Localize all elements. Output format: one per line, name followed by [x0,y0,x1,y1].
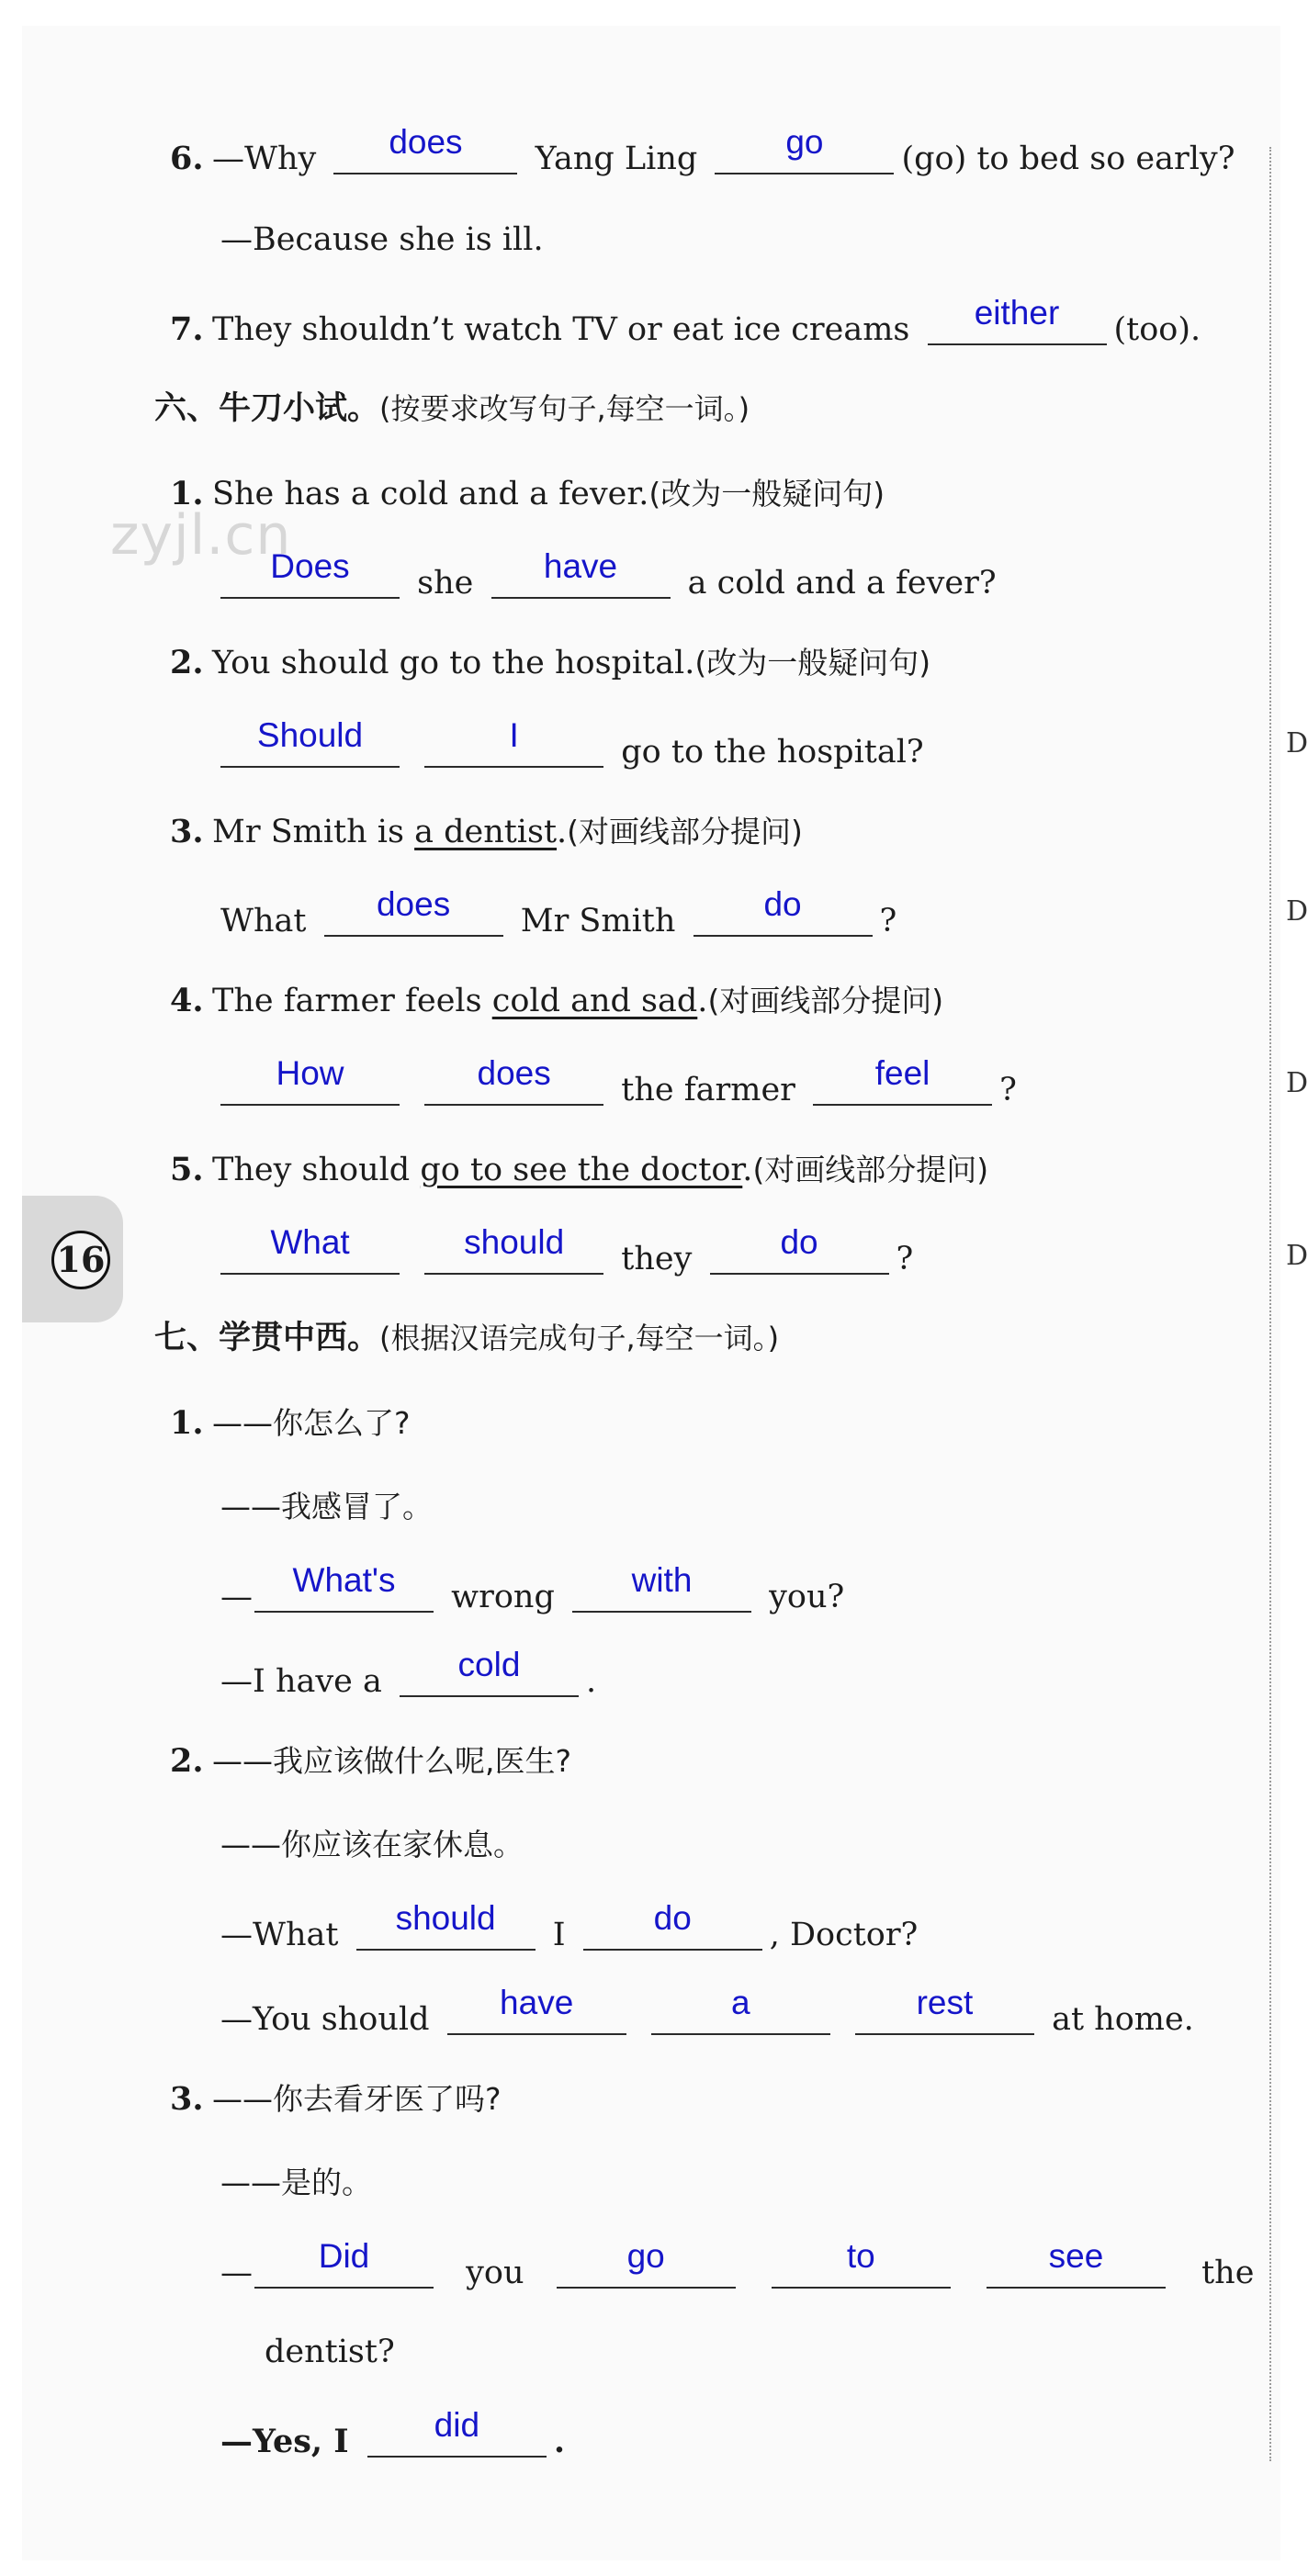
answer-blank[interactable]: did [367,2421,547,2458]
answer-blank[interactable]: see [987,2252,1166,2289]
question-line: 3. Mr Smith is a dentist.(对画线部分提问) [170,813,803,850]
prompt-line: ——你应该在家休息。 [220,1827,524,1862]
answer-blank[interactable]: have [491,562,671,599]
answer-blank[interactable]: does [333,138,517,174]
edge-letter: D [1286,1067,1308,1099]
answer-blank[interactable]: should [424,1238,603,1275]
answer-blank[interactable]: Does [220,562,400,599]
question-line: 6. —Why does Yang Ling go (go) to bed so early? [170,123,1235,177]
answer-blank[interactable]: do [710,1238,889,1275]
answer-blank[interactable]: go [557,2252,736,2289]
answer-blank[interactable]: do [693,900,873,937]
answer-blank[interactable]: rest [855,1998,1034,2035]
answer-line: How does the farmer feel ? [220,1069,1017,1107]
answer-line: dentist? [265,2334,395,2370]
question-line: 3. ——你去看牙医了吗? [170,2080,502,2118]
question-line: 4. The farmer feels cold and sad.(对画线部分提问) [170,982,944,1019]
edge-letter: D [1286,895,1308,928]
question-line: 1. ——你怎么了? [170,1404,411,1442]
question-line: 1. She has a cold and a fever.(改为一般疑问句) [170,475,885,512]
binding-dotted-rule [1269,147,1271,2461]
answer-line: —Yes, I did . [220,2406,566,2460]
page-number-badge [22,1196,123,1322]
answer-line: What should they do ? [220,1238,913,1276]
answer-blank[interactable]: a [651,1998,830,2035]
section-heading: 六、牛刀小试。(按要求改写句子,每空一词。) [154,390,750,427]
prompt-line: ——是的。 [220,2165,372,2200]
answer-blank[interactable]: Did [254,2252,434,2289]
answer-blank[interactable]: How [220,1069,400,1106]
question-line: 2. ——我应该做什么呢,医生? [170,1742,572,1780]
answer-blank[interactable]: does [424,1069,603,1106]
answer-blank[interactable]: either [928,309,1107,345]
answer-blank[interactable]: with [572,1576,751,1613]
answer-line: —Because she is ill. [220,221,544,258]
answer-blank[interactable]: to [772,2252,951,2289]
answer-blank[interactable]: I [424,731,603,768]
answer-blank[interactable]: should [356,1914,536,1951]
answer-blank[interactable]: What [220,1238,400,1275]
answer-blank[interactable]: does [324,900,503,937]
edge-letter: D [1286,1240,1308,1272]
answer-line: Should I go to the hospital? [220,731,924,769]
watermark: zyjl.cn [110,503,292,568]
page-number: 16 [51,1231,110,1289]
section-heading: 七、学贯中西。(根据汉语完成句子,每空一词。) [154,1320,780,1356]
answer-blank[interactable]: have [447,1998,626,2035]
answer-line: —What should I do , Doctor? [220,1899,919,1953]
answer-blank[interactable]: Should [220,731,400,768]
answer-line: Does she have a cold and a fever? [220,562,997,600]
edge-letter: D [1286,727,1308,759]
answer-line: — What's wrong with you? [220,1561,845,1615]
answer-blank[interactable]: cold [400,1660,579,1697]
question-line: 7. They shouldn’t watch TV or eat ice creams either (too). [170,294,1201,348]
answer-blank[interactable]: do [583,1914,762,1951]
answer-line: —You should have a rest at home. [220,1984,1194,2038]
answer-blank[interactable]: feel [813,1069,992,1106]
question-line: 5. They should go to see the doctor.(对画线部分提问) [170,1151,989,1188]
answer-line: What does Mr Smith do ? [220,885,897,939]
answer-line: — Did you go to see the [220,2237,1255,2291]
question-line: 2. You should go to the hospital.(改为一般疑问句) [170,644,931,681]
prompt-line: ——我感冒了。 [220,1489,433,1524]
answer-blank[interactable]: go [715,138,894,174]
answer-line: —I have a cold . [220,1646,597,1700]
answer-blank[interactable]: What's [254,1576,434,1613]
